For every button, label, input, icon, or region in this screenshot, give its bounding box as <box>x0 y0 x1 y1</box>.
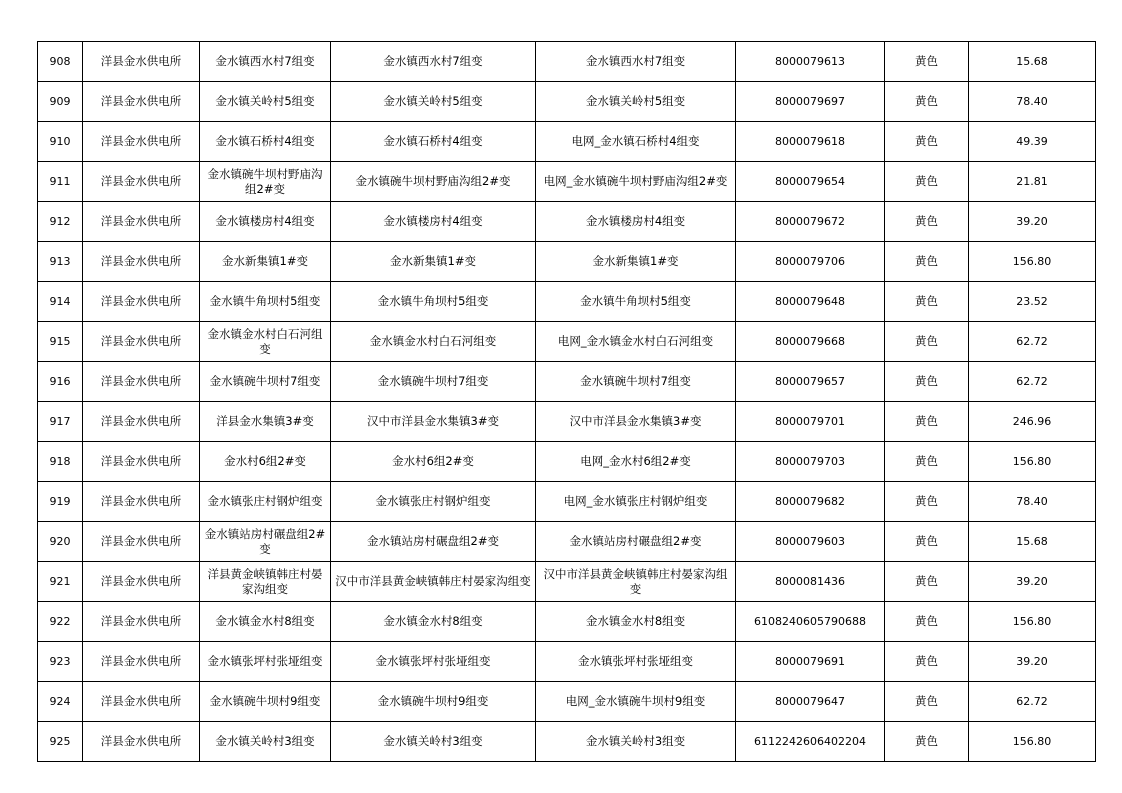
transformer-name-cell: 金水镇站房村碾盘组2#变 <box>200 522 331 562</box>
table-row <box>38 602 1096 642</box>
capacity-value-cell: 15.68 <box>969 42 1096 82</box>
meter-id-cell: 8000079682 <box>736 482 885 522</box>
meter-id-cell: 8000079701 <box>736 402 885 442</box>
meter-id-cell: 8000079603 <box>736 522 885 562</box>
transformer-name-cell: 金水新集镇1#变 <box>200 242 331 282</box>
meter-id-cell: 8000079613 <box>736 42 885 82</box>
capacity-value-cell: 39.20 <box>969 202 1096 242</box>
system-name-cell: 金水镇楼房村4组变 <box>536 202 736 242</box>
status-color-cell: 黄色 <box>885 322 969 362</box>
row-number-cell: 919 <box>38 482 83 522</box>
transformer-name-cell: 金水镇金水村白石河组变 <box>200 322 331 362</box>
asset-name-cell: 金水镇牛角坝村5组变 <box>331 282 536 322</box>
system-name-cell: 电网_金水村6组2#变 <box>536 442 736 482</box>
meter-id-cell: 8000079703 <box>736 442 885 482</box>
asset-name-cell: 金水镇金水村8组变 <box>331 602 536 642</box>
asset-name-cell: 金水镇张坪村张垭组变 <box>331 642 536 682</box>
meter-id-cell: 8000081436 <box>736 562 885 602</box>
asset-name-cell: 金水新集镇1#变 <box>331 242 536 282</box>
status-color-cell: 黄色 <box>885 242 969 282</box>
transformer-name-cell: 金水镇张坪村张垭组变 <box>200 642 331 682</box>
asset-name-cell: 金水镇楼房村4组变 <box>331 202 536 242</box>
capacity-value-cell: 62.72 <box>969 322 1096 362</box>
capacity-value-cell: 21.81 <box>969 162 1096 202</box>
capacity-value-cell: 15.68 <box>969 522 1096 562</box>
supply-station-cell: 洋县金水供电所 <box>83 282 200 322</box>
status-color-cell: 黄色 <box>885 522 969 562</box>
meter-id-cell: 6112242606402204 <box>736 722 885 762</box>
meter-id-cell: 8000079672 <box>736 202 885 242</box>
capacity-value-cell: 156.80 <box>969 242 1096 282</box>
meter-id-cell: 8000079648 <box>736 282 885 322</box>
row-number-cell: 920 <box>38 522 83 562</box>
system-name-cell: 金水镇张坪村张垭组变 <box>536 642 736 682</box>
table-row <box>38 482 1096 522</box>
supply-station-cell: 洋县金水供电所 <box>83 602 200 642</box>
row-number-cell: 909 <box>38 82 83 122</box>
transformer-name-cell: 金水镇关岭村3组变 <box>200 722 331 762</box>
system-name-cell: 金水镇关岭村3组变 <box>536 722 736 762</box>
supply-station-cell: 洋县金水供电所 <box>83 442 200 482</box>
row-number-cell: 910 <box>38 122 83 162</box>
transformer-name-cell: 金水村6组2#变 <box>200 442 331 482</box>
system-name-cell: 金水镇关岭村5组变 <box>536 82 736 122</box>
table-row <box>38 362 1096 402</box>
transformer-name-cell: 金水镇金水村8组变 <box>200 602 331 642</box>
status-color-cell: 黄色 <box>885 442 969 482</box>
meter-id-cell: 8000079618 <box>736 122 885 162</box>
table-row <box>38 722 1096 762</box>
status-color-cell: 黄色 <box>885 602 969 642</box>
transformer-name-cell: 金水镇楼房村4组变 <box>200 202 331 242</box>
supply-station-cell: 洋县金水供电所 <box>83 642 200 682</box>
row-number-cell: 924 <box>38 682 83 722</box>
transformer-name-cell: 金水镇张庄村钢炉组变 <box>200 482 331 522</box>
system-name-cell: 电网_金水镇碗牛坝村9组变 <box>536 682 736 722</box>
status-color-cell: 黄色 <box>885 562 969 602</box>
row-number-cell: 908 <box>38 42 83 82</box>
status-color-cell: 黄色 <box>885 202 969 242</box>
table-row <box>38 522 1096 562</box>
capacity-value-cell: 246.96 <box>969 402 1096 442</box>
table-row <box>38 282 1096 322</box>
status-color-cell: 黄色 <box>885 162 969 202</box>
asset-name-cell: 汉中市洋县金水集镇3#变 <box>331 402 536 442</box>
table-row <box>38 642 1096 682</box>
asset-name-cell: 金水镇关岭村3组变 <box>331 722 536 762</box>
asset-name-cell: 金水镇碗牛坝村野庙沟组2#变 <box>331 162 536 202</box>
transformer-name-cell: 金水镇石桥村4组变 <box>200 122 331 162</box>
supply-station-cell: 洋县金水供电所 <box>83 482 200 522</box>
meter-id-cell: 8000079691 <box>736 642 885 682</box>
asset-name-cell: 金水村6组2#变 <box>331 442 536 482</box>
transformer-name-cell: 洋县金水集镇3#变 <box>200 402 331 442</box>
meter-id-cell: 8000079647 <box>736 682 885 722</box>
transformer-name-cell: 金水镇西水村7组变 <box>200 42 331 82</box>
supply-station-cell: 洋县金水供电所 <box>83 402 200 442</box>
transformer-name-cell: 金水镇牛角坝村5组变 <box>200 282 331 322</box>
row-number-cell: 915 <box>38 322 83 362</box>
asset-name-cell: 金水镇石桥村4组变 <box>331 122 536 162</box>
system-name-cell: 电网_金水镇碗牛坝村野庙沟组2#变 <box>536 162 736 202</box>
asset-name-cell: 汉中市洋县黄金峡镇韩庄村晏家沟组变 <box>331 562 536 602</box>
status-color-cell: 黄色 <box>885 362 969 402</box>
meter-id-cell: 8000079668 <box>736 322 885 362</box>
supply-station-cell: 洋县金水供电所 <box>83 722 200 762</box>
system-name-cell: 金水镇站房村碾盘组2#变 <box>536 522 736 562</box>
supply-station-cell: 洋县金水供电所 <box>83 522 200 562</box>
capacity-value-cell: 156.80 <box>969 442 1096 482</box>
transformer-name-cell: 金水镇关岭村5组变 <box>200 82 331 122</box>
table-row <box>38 162 1096 202</box>
table-row <box>38 402 1096 442</box>
system-name-cell: 金水镇牛角坝村5组变 <box>536 282 736 322</box>
row-number-cell: 911 <box>38 162 83 202</box>
transformer-name-cell: 洋县黄金峡镇韩庄村晏家沟组变 <box>200 562 331 602</box>
table-row <box>38 562 1096 602</box>
capacity-value-cell: 62.72 <box>969 682 1096 722</box>
supply-station-cell: 洋县金水供电所 <box>83 242 200 282</box>
asset-name-cell: 金水镇站房村碾盘组2#变 <box>331 522 536 562</box>
status-color-cell: 黄色 <box>885 682 969 722</box>
status-color-cell: 黄色 <box>885 722 969 762</box>
asset-name-cell: 金水镇金水村白石河组变 <box>331 322 536 362</box>
capacity-value-cell: 78.40 <box>969 82 1096 122</box>
capacity-value-cell: 156.80 <box>969 602 1096 642</box>
asset-name-cell: 金水镇西水村7组变 <box>331 42 536 82</box>
status-color-cell: 黄色 <box>885 42 969 82</box>
transformer-name-cell: 金水镇碗牛坝村7组变 <box>200 362 331 402</box>
supply-station-cell: 洋县金水供电所 <box>83 562 200 602</box>
system-name-cell: 电网_金水镇石桥村4组变 <box>536 122 736 162</box>
row-number-cell: 912 <box>38 202 83 242</box>
capacity-value-cell: 78.40 <box>969 482 1096 522</box>
row-number-cell: 917 <box>38 402 83 442</box>
table-row <box>38 82 1096 122</box>
capacity-value-cell: 156.80 <box>969 722 1096 762</box>
supply-station-cell: 洋县金水供电所 <box>83 362 200 402</box>
system-name-cell: 电网_金水镇金水村白石河组变 <box>536 322 736 362</box>
asset-name-cell: 金水镇张庄村钢炉组变 <box>331 482 536 522</box>
table-row <box>38 442 1096 482</box>
meter-id-cell: 6108240605790688 <box>736 602 885 642</box>
table-row <box>38 682 1096 722</box>
status-color-cell: 黄色 <box>885 642 969 682</box>
meter-id-cell: 8000079697 <box>736 82 885 122</box>
supply-station-cell: 洋县金水供电所 <box>83 202 200 242</box>
meter-id-cell: 8000079706 <box>736 242 885 282</box>
system-name-cell: 电网_金水镇张庄村钢炉组变 <box>536 482 736 522</box>
table-row <box>38 42 1096 82</box>
system-name-cell: 金水新集镇1#变 <box>536 242 736 282</box>
supply-station-cell: 洋县金水供电所 <box>83 42 200 82</box>
capacity-value-cell: 49.39 <box>969 122 1096 162</box>
asset-name-cell: 金水镇关岭村5组变 <box>331 82 536 122</box>
data-table <box>37 41 1096 762</box>
asset-name-cell: 金水镇碗牛坝村7组变 <box>331 362 536 402</box>
table-row <box>38 202 1096 242</box>
capacity-value-cell: 23.52 <box>969 282 1096 322</box>
table-row <box>38 322 1096 362</box>
supply-station-cell: 洋县金水供电所 <box>83 322 200 362</box>
row-number-cell: 921 <box>38 562 83 602</box>
system-name-cell: 金水镇西水村7组变 <box>536 42 736 82</box>
system-name-cell: 金水镇金水村8组变 <box>536 602 736 642</box>
table-row <box>38 242 1096 282</box>
system-name-cell: 汉中市洋县黄金峡镇韩庄村晏家沟组变 <box>536 562 736 602</box>
supply-station-cell: 洋县金水供电所 <box>83 122 200 162</box>
system-name-cell: 汉中市洋县金水集镇3#变 <box>536 402 736 442</box>
capacity-value-cell: 39.20 <box>969 642 1096 682</box>
supply-station-cell: 洋县金水供电所 <box>83 162 200 202</box>
capacity-value-cell: 39.20 <box>969 562 1096 602</box>
asset-name-cell: 金水镇碗牛坝村9组变 <box>331 682 536 722</box>
supply-station-cell: 洋县金水供电所 <box>83 82 200 122</box>
status-color-cell: 黄色 <box>885 82 969 122</box>
meter-id-cell: 8000079654 <box>736 162 885 202</box>
meter-id-cell: 8000079657 <box>736 362 885 402</box>
row-number-cell: 923 <box>38 642 83 682</box>
table-body <box>38 42 1096 762</box>
transformer-name-cell: 金水镇碗牛坝村野庙沟组2#变 <box>200 162 331 202</box>
status-color-cell: 黄色 <box>885 402 969 442</box>
status-color-cell: 黄色 <box>885 122 969 162</box>
row-number-cell: 918 <box>38 442 83 482</box>
transformer-name-cell: 金水镇碗牛坝村9组变 <box>200 682 331 722</box>
row-number-cell: 925 <box>38 722 83 762</box>
row-number-cell: 914 <box>38 282 83 322</box>
row-number-cell: 922 <box>38 602 83 642</box>
status-color-cell: 黄色 <box>885 282 969 322</box>
supply-station-cell: 洋县金水供电所 <box>83 682 200 722</box>
capacity-value-cell: 62.72 <box>969 362 1096 402</box>
status-color-cell: 黄色 <box>885 482 969 522</box>
table-row <box>38 122 1096 162</box>
row-number-cell: 913 <box>38 242 83 282</box>
row-number-cell: 916 <box>38 362 83 402</box>
system-name-cell: 金水镇碗牛坝村7组变 <box>536 362 736 402</box>
